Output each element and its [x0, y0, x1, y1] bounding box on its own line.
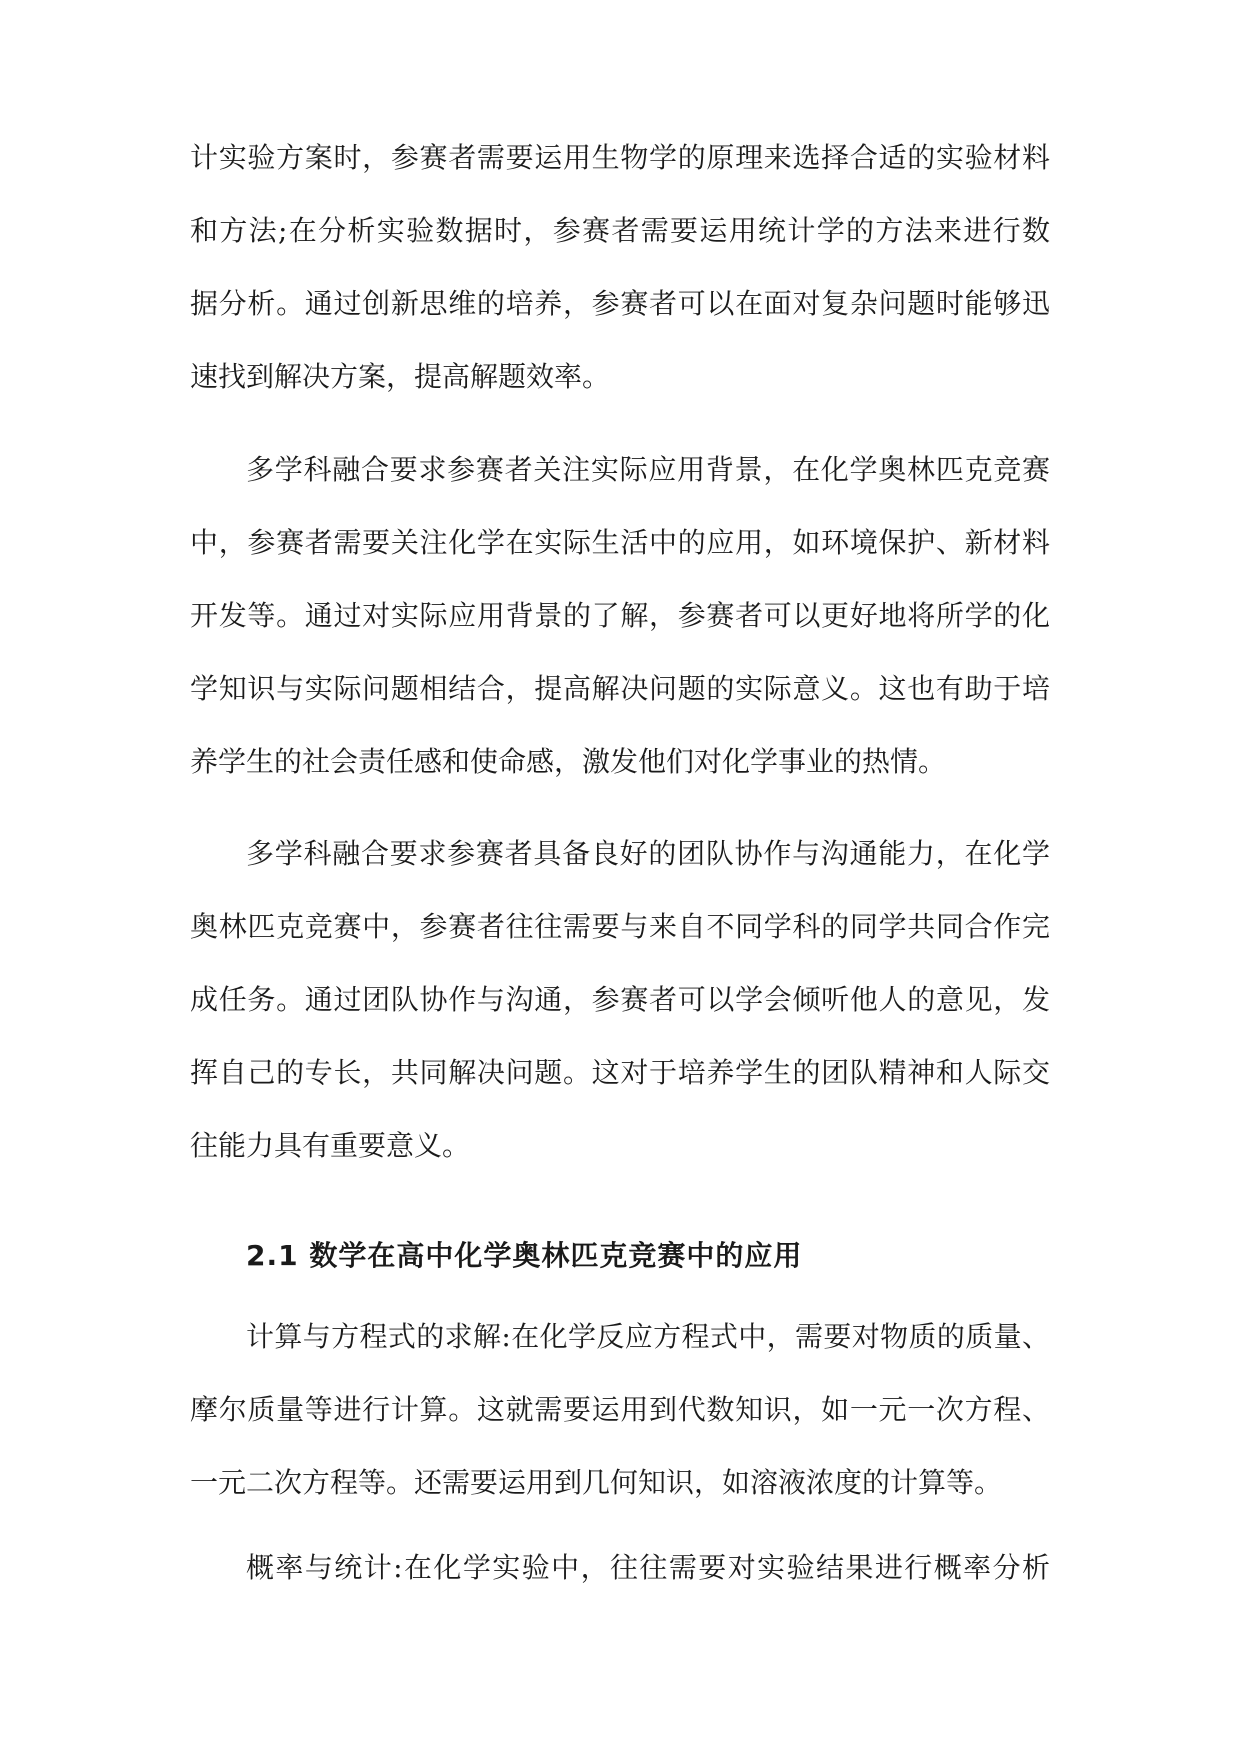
text-line: 往能力具有重要意义。: [190, 1129, 471, 1162]
text-line: 成任务。通过团队协作与沟通，参赛者可以学会倾听他人的意见，发: [190, 983, 1050, 1016]
text-line: 和方法;在分析实验数据时，参赛者需要运用统计学的方法来进行数: [190, 214, 1050, 247]
text-line: 一元二次方程等。还需要运用到几何知识，如溶液浓度的计算等。: [190, 1466, 1003, 1499]
text-line: 据分析。通过创新思维的培养，参赛者可以在面对复杂问题时能够迅: [190, 287, 1050, 320]
text-line: 中，参赛者需要关注化学在实际生活中的应用，如环境保护、新材料: [190, 526, 1050, 559]
text-line: 速找到解决方案，提高解题效率。: [190, 360, 611, 393]
text-line: 学知识与实际问题相结合，提高解决问题的实际意义。这也有助于培: [190, 672, 1050, 705]
text-line: 多学科融合要求参赛者具备良好的团队协作与沟通能力，在化学: [246, 837, 1050, 870]
text-line: 开发等。通过对实际应用背景的了解，参赛者可以更好地将所学的化: [190, 599, 1050, 632]
text-line: 摩尔质量等进行计算。这就需要运用到代数知识，如一元一次方程、: [190, 1393, 1050, 1426]
text-line: 多学科融合要求参赛者关注实际应用背景，在化学奥林匹克竞赛: [246, 453, 1050, 486]
section-heading: 2.1 数学在高中化学奥林匹克竞赛中的应用: [246, 1239, 803, 1272]
text-line: 计实验方案时，参赛者需要运用生物学的原理来选择合适的实验材料: [190, 141, 1050, 174]
text-line: 养学生的社会责任感和使命感，激发他们对化学事业的热情。: [190, 745, 947, 778]
text-line: 奥林匹克竞赛中，参赛者往往需要与来自不同学科的同学共同合作完: [190, 910, 1050, 943]
text-line: 计算与方程式的求解:在化学反应方程式中，需要对物质的质量、: [246, 1320, 1050, 1353]
text-line: 挥自己的专长，共同解决问题。这对于培养学生的团队精神和人际交: [190, 1056, 1050, 1089]
text-line: 概率与统计:在化学实验中，往往需要对实验结果进行概率分析: [246, 1551, 1050, 1584]
